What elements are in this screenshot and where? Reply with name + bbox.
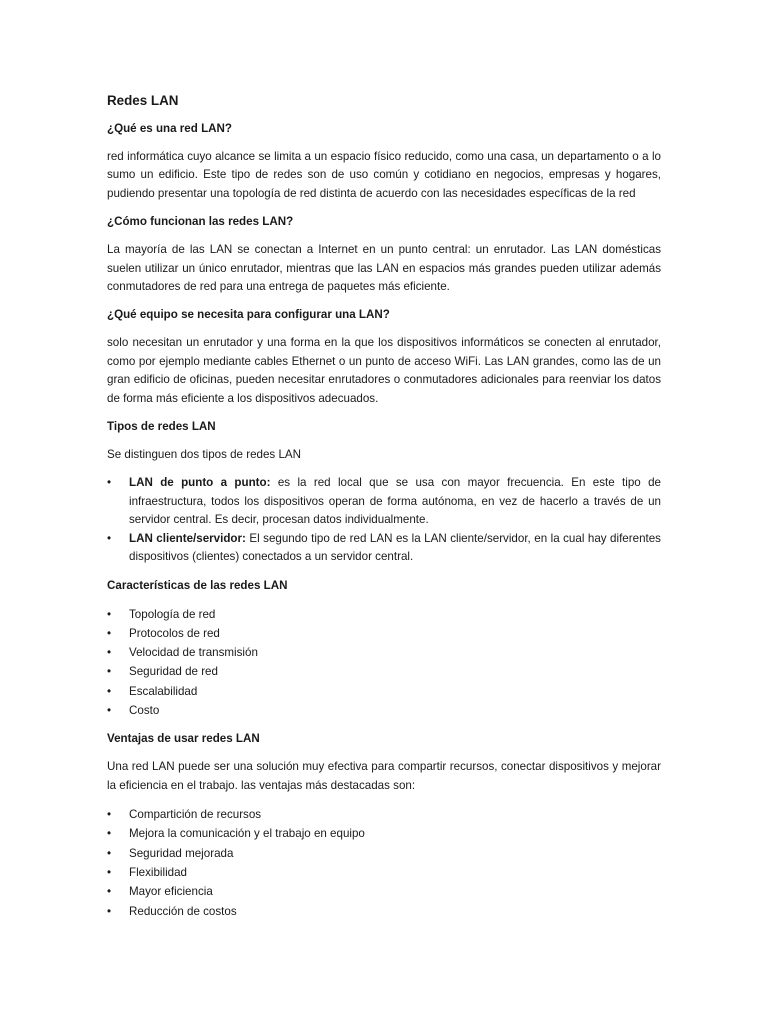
characteristics-list	[107, 605, 661, 721]
list-item	[107, 902, 661, 921]
list-item	[107, 474, 661, 529]
list-item-text: Reducción de costos	[129, 904, 237, 918]
list-item-text: Seguridad mejorada	[129, 846, 234, 860]
list-item-text: Mejora la comunicación y el trabajo en equipo	[129, 827, 365, 841]
list-item	[107, 805, 661, 824]
list-item	[107, 701, 661, 720]
list-item-text: Flexibilidad	[129, 865, 187, 879]
list-item	[107, 605, 661, 624]
bullet-icon: •	[107, 904, 112, 918]
list-item	[107, 643, 661, 662]
list-item	[107, 882, 661, 901]
paragraph-lan-types-intro: Se distinguen dos tipos de redes LAN	[107, 448, 301, 462]
section-heading-advantages: Ventajas de usar redes LAN	[107, 732, 260, 746]
bullet-icon: •	[107, 626, 112, 640]
bullet-icon: •	[107, 846, 112, 860]
document-page	[107, 92, 661, 931]
list-item-text: Costo	[129, 703, 160, 717]
paragraph-how-lan-works: La mayoría de las LAN se conectan a Internet en un punto central: un enrutador. Las LAN domésticas suelen utilizar un único enrutador, mientras que las LAN en espacios más grandes pueden utilizar además conmutadores de red para una entrega de paquetes más eficiente.	[107, 243, 661, 294]
bullet-icon: •	[107, 865, 112, 879]
section-heading-characteristics: Características de las redes LAN	[107, 578, 288, 592]
list-item-text: Velocidad de transmisión	[129, 646, 258, 660]
list-item	[107, 844, 661, 863]
list-item-term: LAN de punto a punto:	[129, 476, 271, 490]
bullet-icon: •	[107, 665, 112, 679]
section-heading-how-lan-works: ¿Cómo funcionan las redes LAN?	[107, 215, 294, 229]
list-item	[107, 824, 661, 843]
list-item-text: El segundo tipo de red LAN es la LAN cliente/servidor, en la cual hay diferentes dispositivos (clientes) conectados a un servidor central.	[129, 531, 661, 564]
list-item-text: Compartición de recursos	[129, 808, 262, 822]
advantages-list	[107, 805, 661, 921]
paragraph-equipment: solo necesitan un enrutador y una forma en la que los dispositivos informáticos se conecten al enrutador, como por ejemplo mediante cables Ethernet o un punto de acceso WiFi. Las LAN grandes, como las de un gran edificio de oficinas, pueden necesitar enrutadores o conmutadores adicionales para reenviar los datos de forma más eficiente a los dispositivos adecuados.	[107, 336, 661, 405]
bullet-icon: •	[107, 607, 112, 621]
paragraph-what-is-lan: red informática cuyo alcance se limita a un espacio físico reducido, como una casa, un departamento o a lo sumo un edificio. Este tipo de redes son de uso común y cotidiano en negocios, empresas y hogares, pudiendo presentar una topología de red distinta de acuerdo con las necesidades específicas de la red	[107, 150, 661, 200]
paragraph-advantages: Una red LAN puede ser una solución muy efectiva para compartir recursos, conectar dispositivos y mejorar la eficiencia en el trabajo. las ventajas más destacadas son:	[107, 760, 661, 792]
section-heading-lan-types: Tipos de redes LAN	[107, 420, 216, 434]
bullet-icon: •	[107, 646, 112, 660]
bullet-icon: •	[107, 684, 112, 698]
bullet-icon: •	[107, 531, 112, 545]
document-title: Redes LAN	[107, 93, 179, 108]
bullet-icon: •	[107, 808, 112, 822]
list-item-text: Protocolos de red	[129, 626, 220, 640]
bullet-icon: •	[107, 885, 112, 899]
list-item	[107, 662, 661, 681]
bullet-icon: •	[107, 827, 112, 841]
bullet-icon: •	[107, 476, 112, 490]
list-item-text: Escalabilidad	[129, 684, 198, 698]
list-item-text: Mayor eficiencia	[129, 885, 213, 899]
list-item-text: es la red local que se usa con mayor frecuencia. En este tipo de infraestructura, todos los dispositivos operan de forma autónoma, en vez de hacerlo a través de un servidor central. Es decir, procesan datos individualmente.	[129, 476, 662, 527]
lan-types-list	[107, 474, 661, 566]
list-item	[107, 624, 661, 643]
list-item-term: LAN cliente/servidor:	[129, 531, 246, 545]
list-item-text: Topología de red	[129, 607, 216, 621]
list-item	[107, 682, 661, 701]
list-item-text: Seguridad de red	[129, 665, 218, 679]
section-heading-what-is-lan: ¿Qué es una red LAN?	[107, 122, 232, 135]
bullet-icon: •	[107, 703, 112, 717]
list-item	[107, 863, 661, 882]
section-heading-equipment: ¿Qué equipo se necesita para configurar una LAN?	[107, 308, 390, 322]
list-item	[107, 530, 661, 567]
